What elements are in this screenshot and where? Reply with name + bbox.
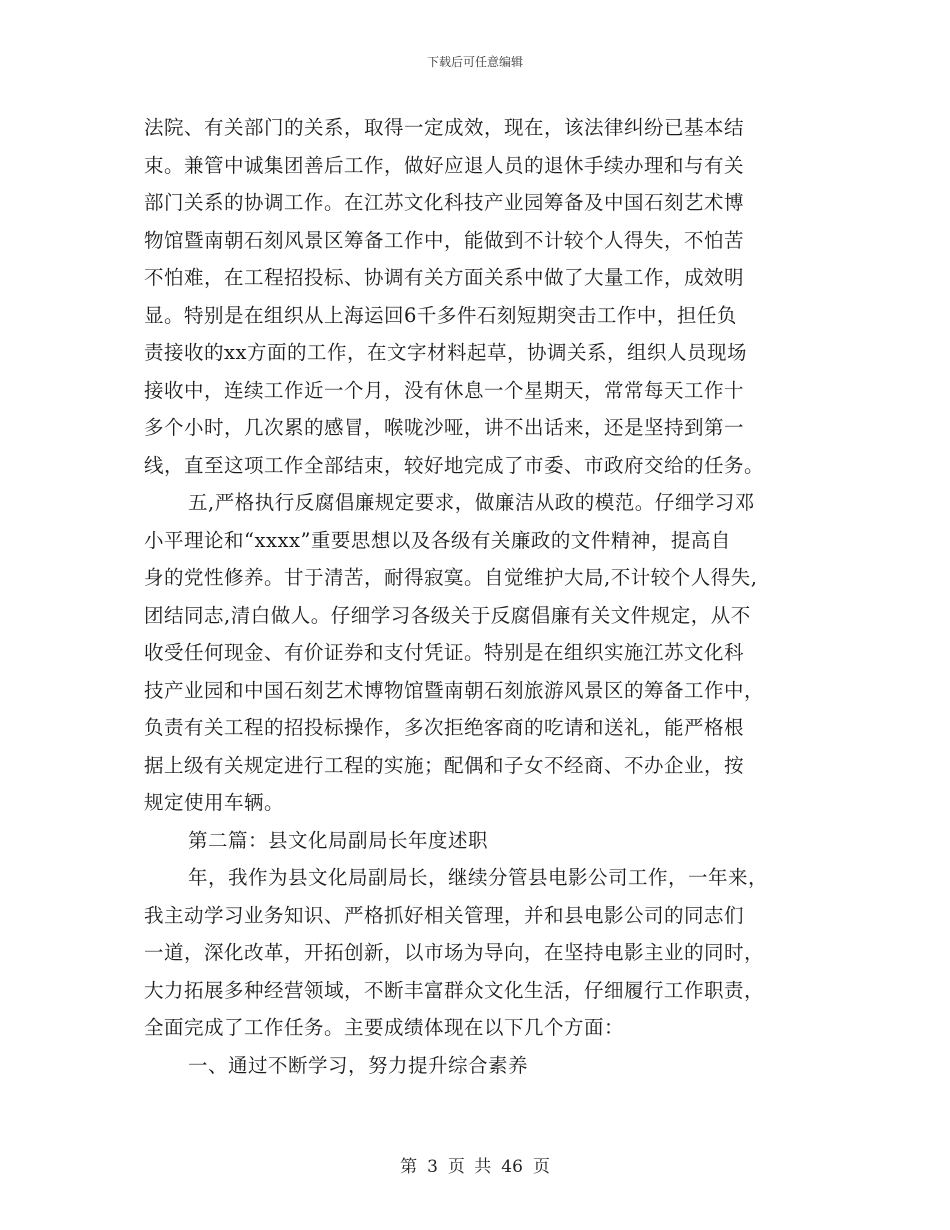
text-line: 一道，深化改革，开拓创新，以市场为导向，在坚持电影主业的同时， — [144, 941, 765, 964]
text-line: 显。特别是在组织从上海运回6千多件石刻短期突击工作中，担任负 — [144, 303, 737, 327]
text-line: 五,严格执行反腐倡廉规定要求，做廉洁从政的模范。仔细学习邓 — [188, 491, 755, 514]
text-line: 身的党性修养。甘于清苦，耐得寂寞。自觉维护大局,不计较个人得失, — [144, 566, 758, 589]
page-footer — [0, 1152, 950, 1177]
footer-suffix: 页 — [532, 1157, 550, 1177]
page-header: 下载后可任意编辑 — [426, 55, 523, 69]
text-line: 负责有关工程的招投标操作，多次拒绝客商的吃请和送礼，能严格根 — [144, 716, 745, 739]
footer-total-pages: 46 — [501, 1157, 523, 1177]
text-line: 据上级有关规定进行工程的实施；配偶和子女不经商、不办企业，按 — [144, 753, 745, 777]
text-line: 团结同志,清白做人。仔细学习各级关于反腐倡廉有关文件规定，从不 — [144, 603, 751, 627]
text-line: 束。兼管中诚集团善后工作，做好应退人员的退休手续办理和与有关 — [144, 153, 745, 177]
text-line: 小平理论和“xxxx”重要思想以及各级有关廉政的文件精神，提高自 — [144, 528, 731, 552]
text-line: 责接收的xx方面的工作，在文字材料起草，协调关系，组织人员现场 — [144, 341, 747, 364]
text-line: 收受任何现金、有价证券和支付凭证。特别是在组织实施江苏文化科 — [144, 641, 745, 664]
text-line: 多个小时，几次累的感冒，喉咙沙哑，讲不出话来，还是坚持到第一 — [144, 416, 745, 439]
footer-prefix: 第 — [400, 1157, 418, 1177]
text-line: 年，我作为县文化局副局长，继续分管县电影公司工作，一年来， — [188, 866, 769, 889]
text-line: 线，直至这项工作全部结束，较好地完成了市委、市政府交给的任务。 — [144, 453, 765, 477]
text-line: 物馆暨南朝石刻风景区筹备工作中，能做到不计较个人得失，不怕苦 — [144, 228, 745, 252]
text-line: 法院、有关部门的关系，取得一定成效，现在，该法律纠纷已基本结 — [144, 116, 745, 139]
text-line: 技产业园和中国石刻艺术博物馆暨南朝石刻旅游风景区的筹备工作中， — [144, 678, 765, 702]
text-line: 部门关系的协调工作。在江苏文化科技产业园筹备及中国石刻艺术博 — [144, 191, 745, 214]
text-line: 不怕难，在工程招投标、协调有关方面关系中做了大量工作，成效明 — [144, 266, 745, 289]
text-line: 接收中，连续工作近一个月，没有休息一个星期天，常常每天工作十 — [144, 378, 745, 402]
text-line: 规定使用车辆。 — [144, 791, 285, 814]
text-line: 第二篇：县文化局副局长年度述职 — [188, 828, 489, 852]
text-line: 一、通过不断学习，努力提升综合素养 — [188, 1053, 529, 1077]
text-line: 全面完成了工作任务。主要成绩体现在以下几个方面： — [144, 1016, 625, 1039]
text-line: 我主动学习业务知识、严格抓好相关管理，并和县电影公司的同志们 — [144, 903, 745, 927]
document-body — [144, 109, 814, 1084]
footer-page-number: 3 — [427, 1157, 438, 1177]
footer-middle: 页 共 — [447, 1157, 492, 1177]
text-line: 大力拓展多种经营领域，不断丰富群众文化生活，仔细履行工作职责， — [144, 978, 765, 1002]
